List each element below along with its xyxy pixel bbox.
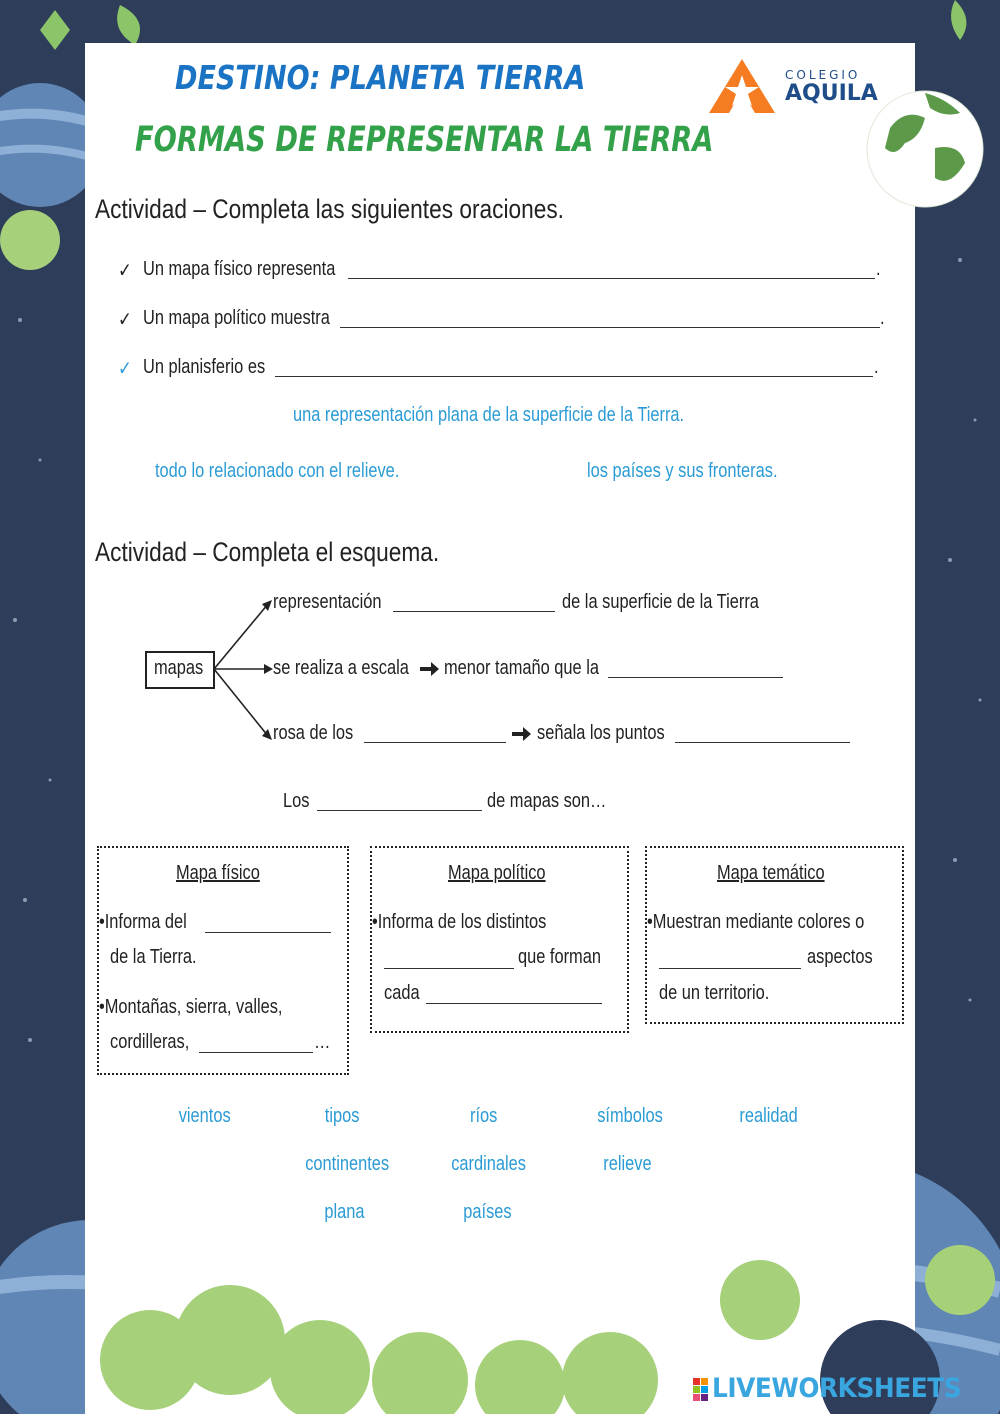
option-draggable[interactable]: todo lo relacionado con el relieve. (155, 460, 400, 482)
activity2-heading: Actividad – Completa el esquema. (95, 537, 440, 567)
sentence-2-text: Un mapa político muestra (143, 307, 330, 329)
branch-3-blank-2[interactable] (675, 742, 850, 743)
page-title: DESTINO: PLANETA TIERRA (175, 58, 586, 97)
branch-3-mid: señala los puntos (537, 722, 665, 744)
word-bank-item[interactable]: plana (324, 1201, 365, 1223)
logo-big-text: AQUILA (785, 81, 878, 106)
types-start: Los (283, 790, 310, 812)
box-title: Mapa físico (176, 862, 260, 884)
arrow-right-icon (420, 661, 440, 677)
word-bank-item[interactable]: ríos (470, 1105, 498, 1127)
option-draggable[interactable]: una representación plana de la superficie de la Tierra. (293, 404, 685, 426)
box-blank[interactable] (384, 968, 514, 969)
branch-2-mid: menor tamaño que la (444, 657, 599, 679)
branch-3-start: rosa de los (273, 722, 354, 744)
activity1-heading: Actividad – Completa las siguientes oraciones. (95, 194, 564, 224)
school-logo-text (785, 64, 878, 106)
sentence-2-period: . (880, 307, 885, 329)
liveworksheets-brand: LIVEWORKSHEETS (712, 1373, 962, 1404)
diagram-arrows (210, 590, 280, 750)
word-bank-item[interactable]: continentes (305, 1153, 390, 1175)
box-blank[interactable] (199, 1052, 313, 1053)
arrow-right-icon (512, 726, 532, 742)
branch-2-blank[interactable] (608, 677, 783, 678)
sentence-3-period: . (874, 356, 879, 378)
box-mapa-fisico (97, 846, 349, 1075)
box-bullet-text: que forman (518, 946, 601, 968)
logo-small-text: COLEGIO (785, 68, 861, 82)
earth-globe-icon (865, 88, 985, 210)
liveworksheets-logo-icon (693, 1378, 709, 1406)
check-icon: ✓ (118, 260, 132, 282)
branch-2-start: se realiza a escala (273, 657, 409, 679)
box-mapa-tematico (645, 846, 904, 1024)
box-bullet-text: de la Tierra. (110, 946, 197, 968)
box-mapa-politico (370, 846, 629, 1033)
check-icon: ✓ (118, 358, 132, 380)
box-title: Mapa temático (717, 862, 825, 884)
box-title: Mapa político (448, 862, 546, 884)
box-bullet-text: cada (384, 982, 420, 1004)
branch-1-end: de la superficie de la Tierra (562, 591, 759, 613)
box-bullet-text: •Informa del (99, 911, 187, 933)
sentence-2-blank[interactable] (340, 327, 880, 328)
page-subtitle: FORMAS DE REPRESENTAR LA TIERRA (135, 120, 714, 160)
box-bullet-text: •Montañas, sierra, valles, (99, 996, 283, 1018)
box-bullet-text: •Muestran mediante colores o (647, 911, 865, 933)
box-bullet-text: •Informa de los distintos (372, 911, 547, 933)
diagram-root-label: mapas (154, 657, 204, 679)
sentence-1-text: Un mapa físico representa (143, 258, 336, 280)
sentence-3-blank[interactable] (275, 376, 873, 377)
box-bullet-text: cordilleras, (110, 1031, 190, 1053)
box-bullet-text: aspectos (807, 946, 873, 968)
branch-1-blank[interactable] (393, 611, 555, 612)
box-blank[interactable] (205, 932, 331, 933)
word-bank-item[interactable]: tipos (324, 1105, 360, 1127)
aquila-star-logo-icon (707, 57, 777, 115)
check-icon: ✓ (118, 309, 132, 331)
sentence-3-text: Un planisferio es (143, 356, 266, 378)
word-bank-item[interactable]: realidad (739, 1105, 798, 1127)
box-bullet-text: de un territorio. (659, 982, 770, 1004)
word-bank-item[interactable]: vientos (178, 1105, 231, 1127)
sentence-1-period: . (876, 258, 881, 280)
branch-1-start: representación (273, 591, 382, 613)
word-bank-item[interactable]: países (463, 1201, 512, 1223)
box-blank[interactable] (426, 1003, 602, 1004)
box-blank[interactable] (659, 968, 801, 969)
word-bank-item[interactable]: símbolos (597, 1105, 663, 1127)
word-bank-item[interactable]: relieve (603, 1153, 652, 1175)
word-bank-item[interactable]: cardinales (451, 1153, 526, 1175)
types-blank[interactable] (317, 810, 482, 811)
box-ellipsis: … (314, 1031, 331, 1053)
branch-3-blank-1[interactable] (364, 742, 506, 743)
types-end: de mapas son… (487, 790, 607, 812)
option-draggable[interactable]: los países y sus fronteras. (587, 460, 778, 482)
sentence-1-blank[interactable] (348, 278, 875, 279)
